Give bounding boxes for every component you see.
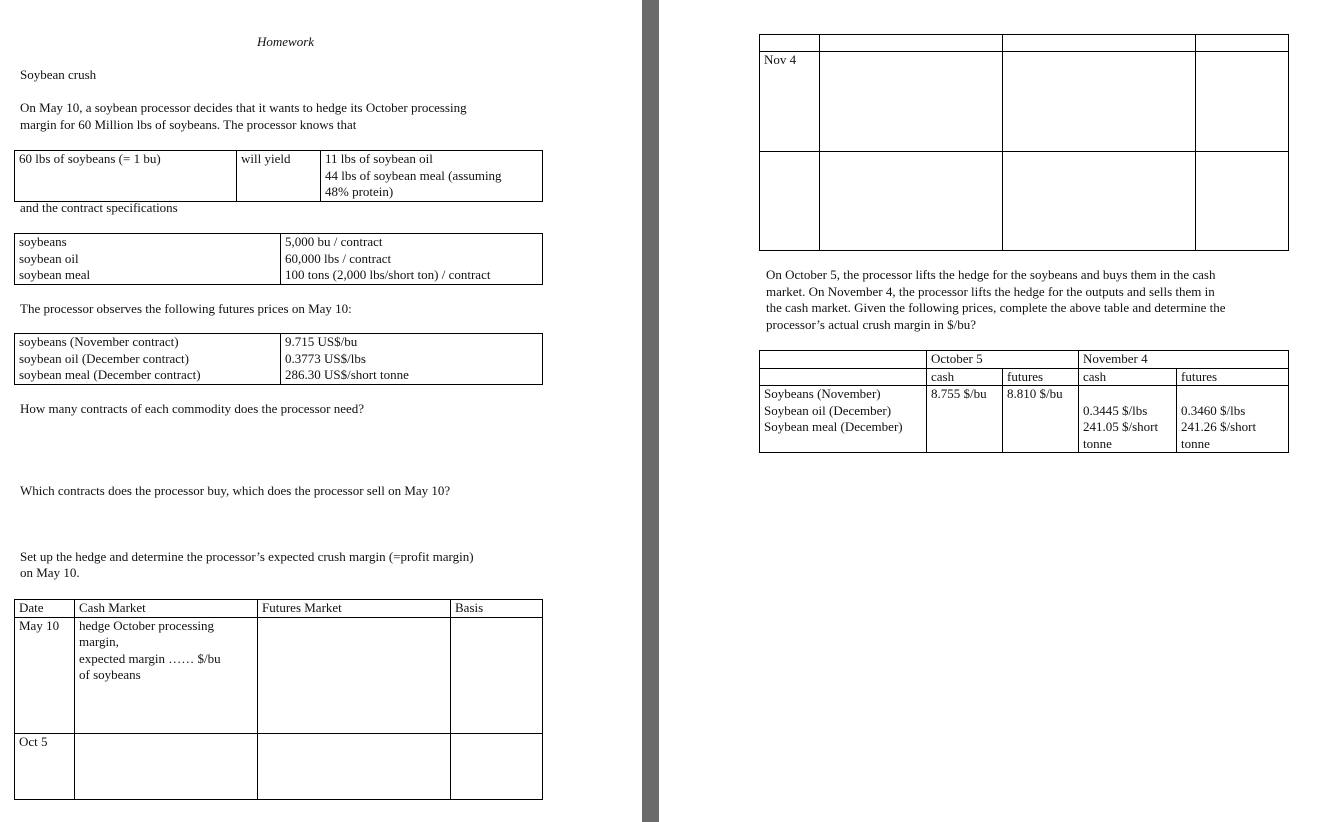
futures-intro: The processor observes the following futures prices on May 10: xyxy=(20,301,352,316)
question-buy-sell: Which contracts does the processor buy, which does the processor sell on May 10? xyxy=(20,483,451,498)
hedge-row1-cash: hedge October processing margin, expected margin …… $/bu of soybeans xyxy=(75,617,258,733)
price-table-sub-nov-futures: futures xyxy=(1177,368,1289,386)
spec-names-cell: soybeans soybean oil soybean meal xyxy=(15,234,281,285)
paragraph-line-1: On October 5, the processor lifts the hedge for the soybeans and buys them in the cash xyxy=(766,267,1216,282)
cont-top-futures xyxy=(1003,35,1196,52)
paragraph-line-2: market. On November 4, the processor lifts the hedge for the outputs and sells them in xyxy=(766,284,1215,299)
price-table-blank-header xyxy=(760,351,927,369)
cont-top-basis xyxy=(1196,35,1289,52)
hedge-header-futures: Futures Market xyxy=(258,600,451,618)
cont-answer-cash xyxy=(820,152,1003,251)
hedge-header-date: Date xyxy=(15,600,75,618)
price-names-cell: soybeans (November contract) soybean oil (December contract) soybean meal (December contract) xyxy=(15,334,281,385)
intro-line-2: margin for 60 Million lbs of soybeans. The processor knows that xyxy=(20,117,357,132)
price-table-oct-futures: 8.810 $/bu xyxy=(1003,386,1079,453)
price-values-cell: 9.715 US$/bu 0.3773 US$/lbs 286.30 US$/short tonne xyxy=(281,334,543,385)
question-setup-line-1: Set up the hedge and determine the processor’s expected crush margin (=profit margin) xyxy=(20,549,474,564)
paragraph-line-3: the cash market. Given the following prices, complete the above table and determine the xyxy=(766,300,1226,315)
yield-output-cell: 11 lbs of soybean oil 44 lbs of soybean meal (assuming 48% protein) xyxy=(321,151,543,202)
price-table-commodities: Soybeans (November) Soybean oil (December) Soybean meal (December) xyxy=(760,386,927,453)
price-table-sub-oct-cash: cash xyxy=(927,368,1003,386)
yield-verb-cell: will yield xyxy=(237,151,321,202)
yield-input-cell: 60 lbs of soybeans (= 1 bu) xyxy=(15,151,237,202)
hedge-row2-futures xyxy=(258,733,451,799)
hedge-header-basis: Basis xyxy=(451,600,543,618)
price-table-sub-oct-futures: futures xyxy=(1003,368,1079,386)
cont-row-basis xyxy=(1196,52,1289,152)
hedge-header-cash: Cash Market xyxy=(75,600,258,618)
hedge-row1-basis xyxy=(451,617,543,733)
cont-answer-basis xyxy=(1196,152,1289,251)
cont-row-date: Nov 4 xyxy=(760,52,820,152)
hedge-table-continued xyxy=(759,34,1289,251)
intro-line-1: On May 10, a soybean processor decides that it wants to hedge its October processing xyxy=(20,100,467,115)
yield-table xyxy=(14,150,543,202)
lift-price-table xyxy=(759,350,1289,453)
paragraph-line-4: processor’s actual crush margin in $/bu? xyxy=(766,317,976,332)
question-contracts: How many contracts of each commodity does the processor need? xyxy=(20,401,365,416)
cont-row-cash xyxy=(820,52,1003,152)
price-table-blank-sub xyxy=(760,368,927,386)
cont-answer-futures xyxy=(1003,152,1196,251)
left-page xyxy=(0,0,642,822)
page-divider xyxy=(642,0,659,822)
futures-price-table xyxy=(14,333,543,385)
hedge-row1-date: May 10 xyxy=(15,617,75,733)
price-table-oct-cash: 8.755 $/bu xyxy=(927,386,1003,453)
cont-answer-date xyxy=(760,152,820,251)
page-header: Homework xyxy=(257,34,315,49)
price-table-date-nov: November 4 xyxy=(1079,351,1289,369)
document-title: Soybean crush xyxy=(20,67,97,82)
spec-sizes-cell: 5,000 bu / contract 60,000 lbs / contract 100 tons (2,000 lbs/short ton) / contract xyxy=(281,234,543,285)
spec-table xyxy=(14,233,543,285)
cont-top-date xyxy=(760,35,820,52)
hedge-row2-cash xyxy=(75,733,258,799)
hedge-row1-futures xyxy=(258,617,451,733)
spec-intro: and the contract specifications xyxy=(20,200,178,215)
price-table-nov-cash: 0.3445 $/lbs 241.05 $/short tonne xyxy=(1079,386,1177,453)
hedge-table xyxy=(14,599,543,800)
price-table-date-oct: October 5 xyxy=(927,351,1079,369)
price-table-nov-futures: 0.3460 $/lbs 241.26 $/short tonne xyxy=(1177,386,1289,453)
hedge-row2-date: Oct 5 xyxy=(15,733,75,799)
question-setup-line-2: on May 10. xyxy=(20,565,80,580)
cont-row-futures xyxy=(1003,52,1196,152)
right-page xyxy=(659,0,1326,822)
hedge-row2-basis xyxy=(451,733,543,799)
cont-top-cash xyxy=(820,35,1003,52)
price-table-sub-nov-cash: cash xyxy=(1079,368,1177,386)
